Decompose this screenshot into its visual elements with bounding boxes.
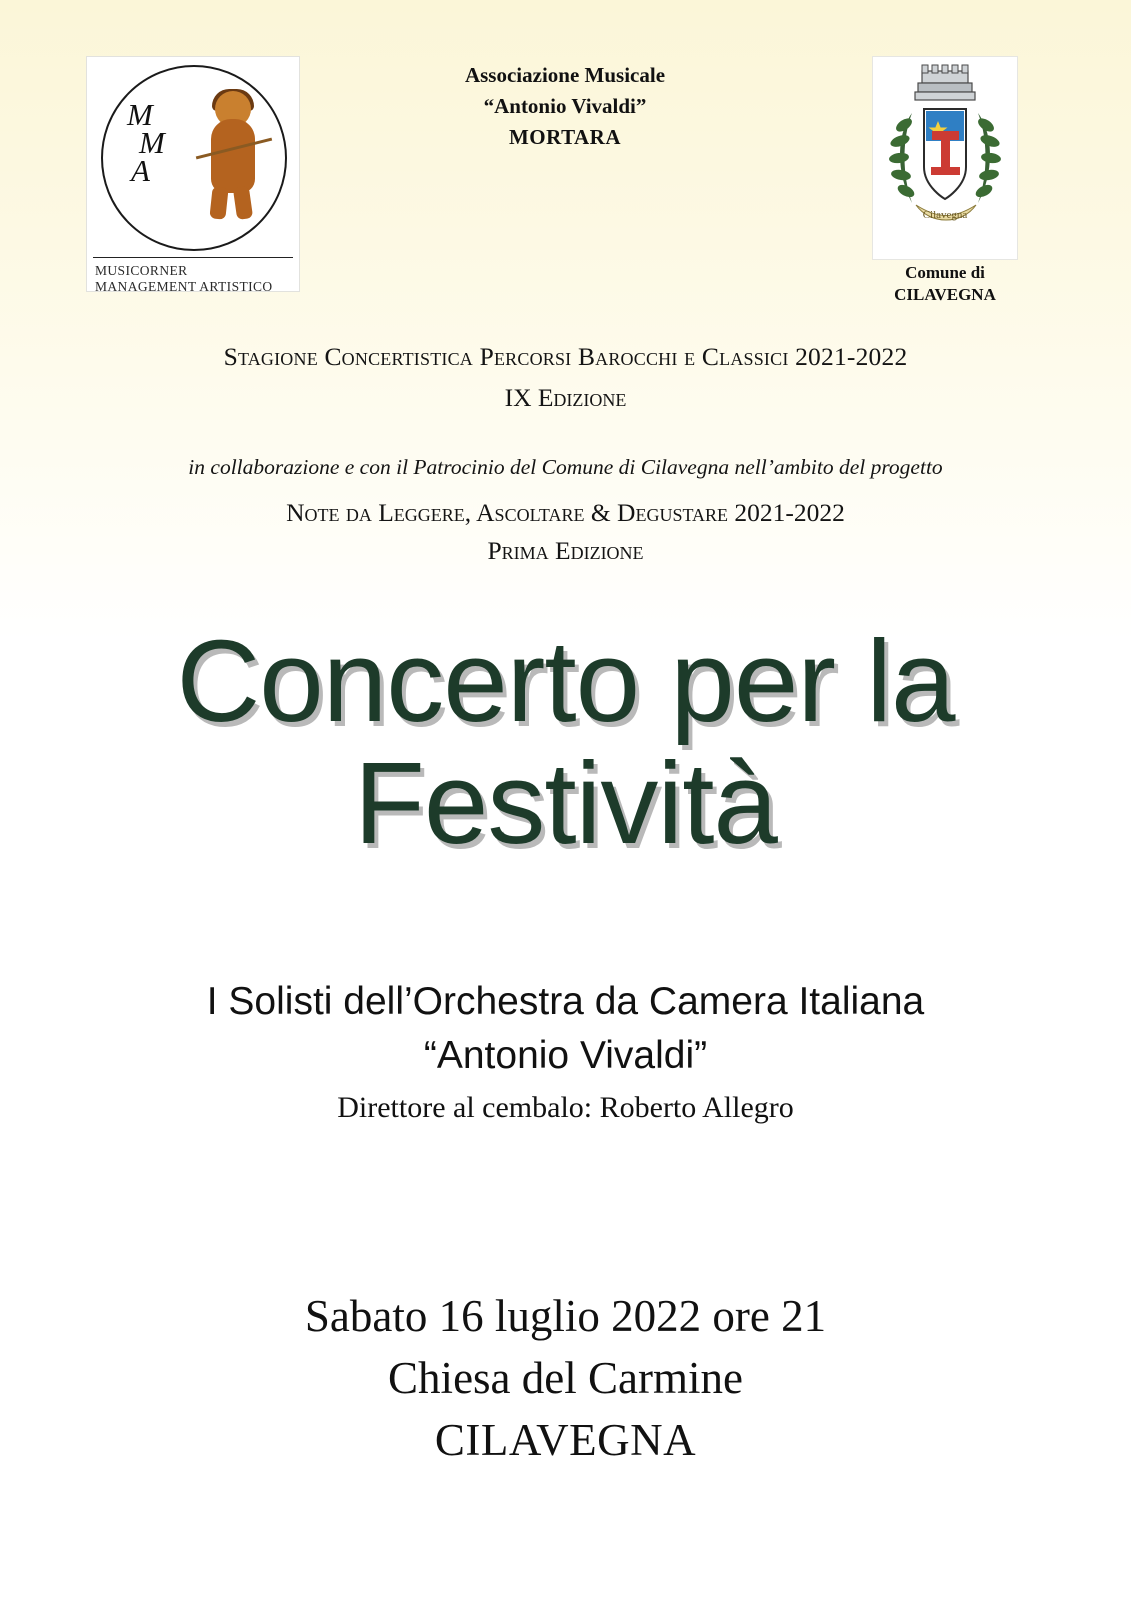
- comune-crest-frame: [872, 56, 1018, 260]
- ensemble-line-1: I Solisti dell’Orchestra da Camera Italiana: [206, 980, 925, 1023]
- project-edition: Prima Edizione: [487, 536, 644, 565]
- season-title: Stagione Concertistica Percorsi Barocchi e Classici 2021-2022: [223, 342, 908, 371]
- comune-label-line2: CILAVEGNA: [894, 285, 996, 304]
- coat-of-arms-icon: [882, 63, 1008, 249]
- collaboration-note: in collaborazione e con il Patrocinio del Comune di Cilavegna nell’ambito del progetto: [188, 455, 943, 479]
- svg-text:Cilavegna: Cilavegna: [922, 209, 968, 221]
- logo-circle: [101, 65, 287, 251]
- mma-monogram: [127, 97, 166, 188]
- logo-caption: [95, 263, 295, 295]
- project-title: Note da Leggere, Ascoltare & Degustare 2021-2022: [286, 498, 845, 527]
- logo-caption-line2: MANAGEMENT ARTISTICO: [95, 279, 273, 294]
- logo-caption-line1: MUSICORNER: [95, 263, 188, 278]
- comune-label: [872, 262, 1018, 306]
- season-edition: IX Edizione: [504, 383, 627, 412]
- event-date-time: Sabato 16 luglio 2022 ore 21: [304, 1291, 827, 1341]
- monogram-letter-3: A: [131, 153, 151, 188]
- musicorner-logo: [86, 56, 300, 292]
- monogram-letter-1: M: [127, 97, 154, 132]
- comune-label-line1: Comune di: [905, 263, 985, 282]
- event-city: CILAVEGNA: [434, 1415, 697, 1465]
- title-line-2: Festività: [354, 738, 777, 868]
- season-info: [0, 342, 1131, 566]
- poster-header: [0, 0, 1131, 330]
- figure-leg-left: [209, 186, 228, 219]
- monogram-letter-2: M: [139, 125, 166, 160]
- association-line-2: “Antonio Vivaldi”: [483, 94, 647, 118]
- event-details: [0, 1285, 1131, 1471]
- performers-block: [0, 975, 1131, 1125]
- logo-divider: [93, 257, 293, 258]
- association-name: [330, 60, 800, 153]
- association-line-3: MORTARA: [508, 125, 622, 149]
- violinist-figure-icon: [199, 89, 269, 219]
- ensemble-line-2: “Antonio Vivaldi”: [423, 1034, 708, 1077]
- title-line-1: Concerto per la: [176, 616, 955, 746]
- event-venue: Chiesa del Carmine: [388, 1353, 743, 1403]
- poster-title: [0, 616, 1131, 868]
- figure-leg-right: [233, 186, 253, 220]
- association-line-1: Associazione Musicale: [464, 63, 666, 87]
- conductor-line: Direttore al cembalo: Roberto Allegro: [337, 1091, 794, 1124]
- figure-body: [211, 119, 255, 193]
